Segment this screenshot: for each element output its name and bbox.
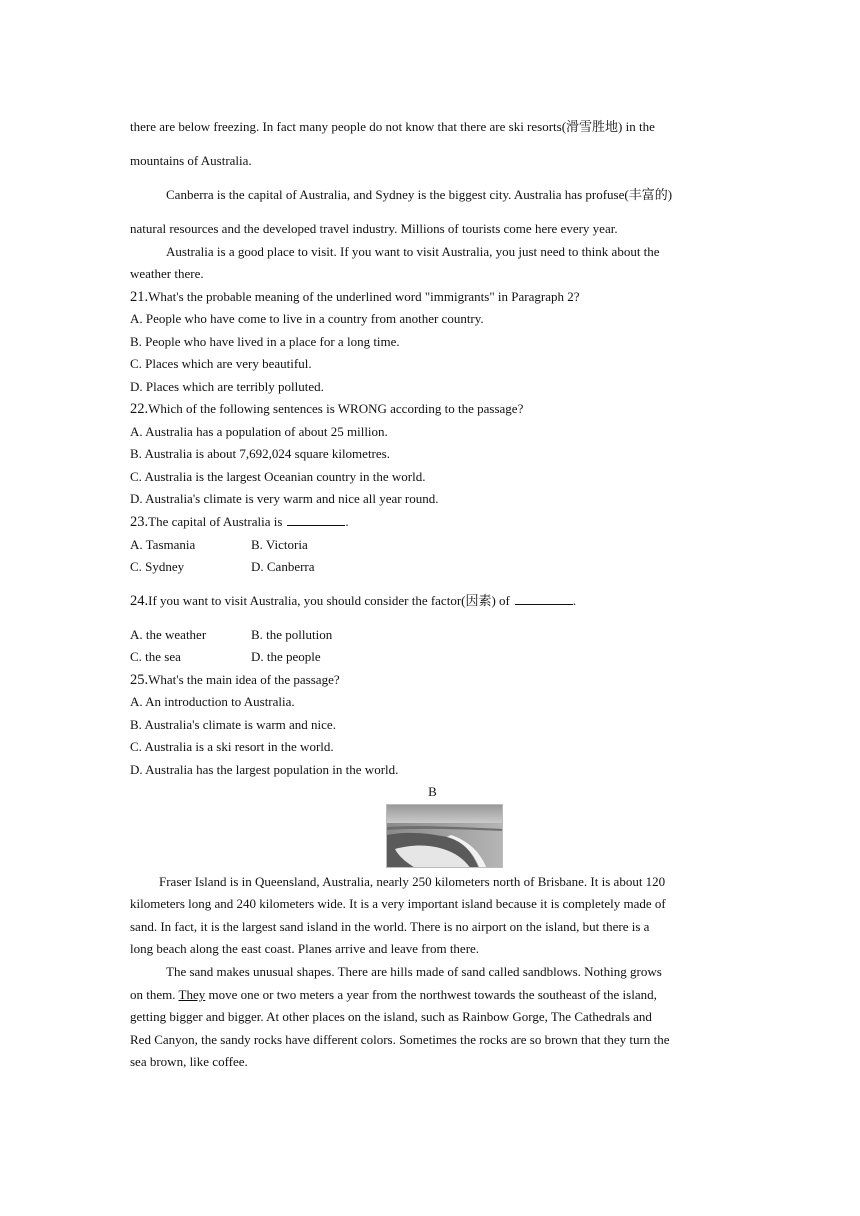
question-25-option-d: D. Australia has the largest population in the world. bbox=[130, 762, 399, 777]
passage-b-line: Red Canyon, the sandy rocks have different colors. Sometimes the rocks are so brown that they turn the bbox=[130, 1032, 670, 1047]
question-22-option-d: D. Australia's climate is very warm and nice all year round. bbox=[130, 491, 439, 506]
question-21-option-d: D. Places which are terribly polluted. bbox=[130, 379, 324, 394]
question-22-option-b: B. Australia is about 7,692,024 square kilometres. bbox=[130, 446, 390, 461]
passage-a-line: Australia is a good place to visit. If you want to visit Australia, you just need to think about the bbox=[166, 244, 660, 259]
passage-a-line: natural resources and the developed travel industry. Millions of tourists come here every year. bbox=[130, 221, 618, 236]
passage-b-line: sea brown, like coffee. bbox=[130, 1054, 248, 1069]
question-22-option-c: C. Australia is the largest Oceanian country in the world. bbox=[130, 469, 426, 484]
question-23-options-row bbox=[130, 534, 735, 557]
question-25-option-b: B. Australia's climate is warm and nice. bbox=[130, 717, 336, 732]
passage-a-line: Canberra is the capital of Australia, and Sydney is the biggest city. Australia has profuse(丰富的) bbox=[166, 187, 673, 202]
passage-b-line: sand. In fact, it is the largest sand island in the world. There is no airport on the island, but there is a bbox=[130, 919, 650, 934]
passage-b-line: getting bigger and bigger. At other places on the island, such as Rainbow Gorge, The Cathedrals and bbox=[130, 1009, 652, 1024]
question-23-options-row bbox=[130, 556, 735, 579]
question-24-option-b: B. the pollution bbox=[251, 627, 333, 642]
question-24-option-d: D. the people bbox=[251, 649, 321, 664]
question-24-options-row bbox=[130, 624, 735, 647]
passage-b-line: kilometers long and 240 kilometers wide. It is a very important island because it is completely made of bbox=[130, 896, 666, 911]
question-21-option-c: C. Places which are very beautiful. bbox=[130, 356, 312, 371]
question-24-option-c: C. the sea bbox=[130, 649, 181, 664]
question-21-option-b: B. People who have lived in a place for a long time. bbox=[130, 334, 400, 349]
fraser-island-photo bbox=[386, 804, 503, 868]
answer-blank[interactable] bbox=[287, 513, 345, 526]
question-21-option-a: A. People who have come to live in a country from another country. bbox=[130, 311, 484, 326]
passage-b-line: on them. They move one or two meters a year from the northwest towards the southeast of the island, bbox=[130, 987, 657, 1002]
question-23-option-c: C. Sydney bbox=[130, 559, 185, 574]
question-25-option-c: C. Australia is a ski resort in the world. bbox=[130, 739, 334, 754]
question-22-stem: 22.Which of the following sentences is WRONG according to the passage? bbox=[130, 401, 524, 417]
question-23-stem: 23.The capital of Australia is . bbox=[130, 514, 349, 530]
question-21-stem: 21.What's the probable meaning of the underlined word "immigrants" in Paragraph 2? bbox=[130, 289, 580, 305]
question-25-option-a: A. An introduction to Australia. bbox=[130, 694, 295, 709]
passage-b-line: The sand makes unusual shapes. There are hills made of sand called sandblows. Nothing grows bbox=[166, 964, 662, 979]
passage-a-line: mountains of Australia. bbox=[130, 153, 252, 168]
question-22-option-a: A. Australia has a population of about 25 million. bbox=[130, 424, 388, 439]
answer-blank[interactable] bbox=[515, 592, 573, 605]
question-24-stem: 24.If you want to visit Australia, you should consider the factor(因素) of . bbox=[130, 593, 577, 609]
question-24-options-row bbox=[130, 646, 735, 669]
question-23-option-b: B. Victoria bbox=[251, 537, 308, 552]
passage-a-line: there are below freezing. In fact many people do not know that there are ski resorts(滑雪胜地) in the bbox=[130, 119, 655, 134]
question-24-option-a: A. the weather bbox=[130, 627, 207, 642]
passage-b-heading: B bbox=[428, 784, 437, 799]
question-23-option-a: A. Tasmania bbox=[130, 537, 196, 552]
question-23-option-d: D. Canberra bbox=[251, 559, 315, 574]
passage-a-line: weather there. bbox=[130, 266, 204, 281]
underlined-word-they: They bbox=[178, 987, 206, 1002]
passage-b-line: long beach along the east coast. Planes arrive and leave from there. bbox=[130, 941, 480, 956]
passage-b-line: Fraser Island is in Queensland, Australia, nearly 250 kilometers north of Brisbane. It is about 120 bbox=[159, 874, 666, 889]
question-25-stem: 25.What's the main idea of the passage? bbox=[130, 672, 340, 688]
